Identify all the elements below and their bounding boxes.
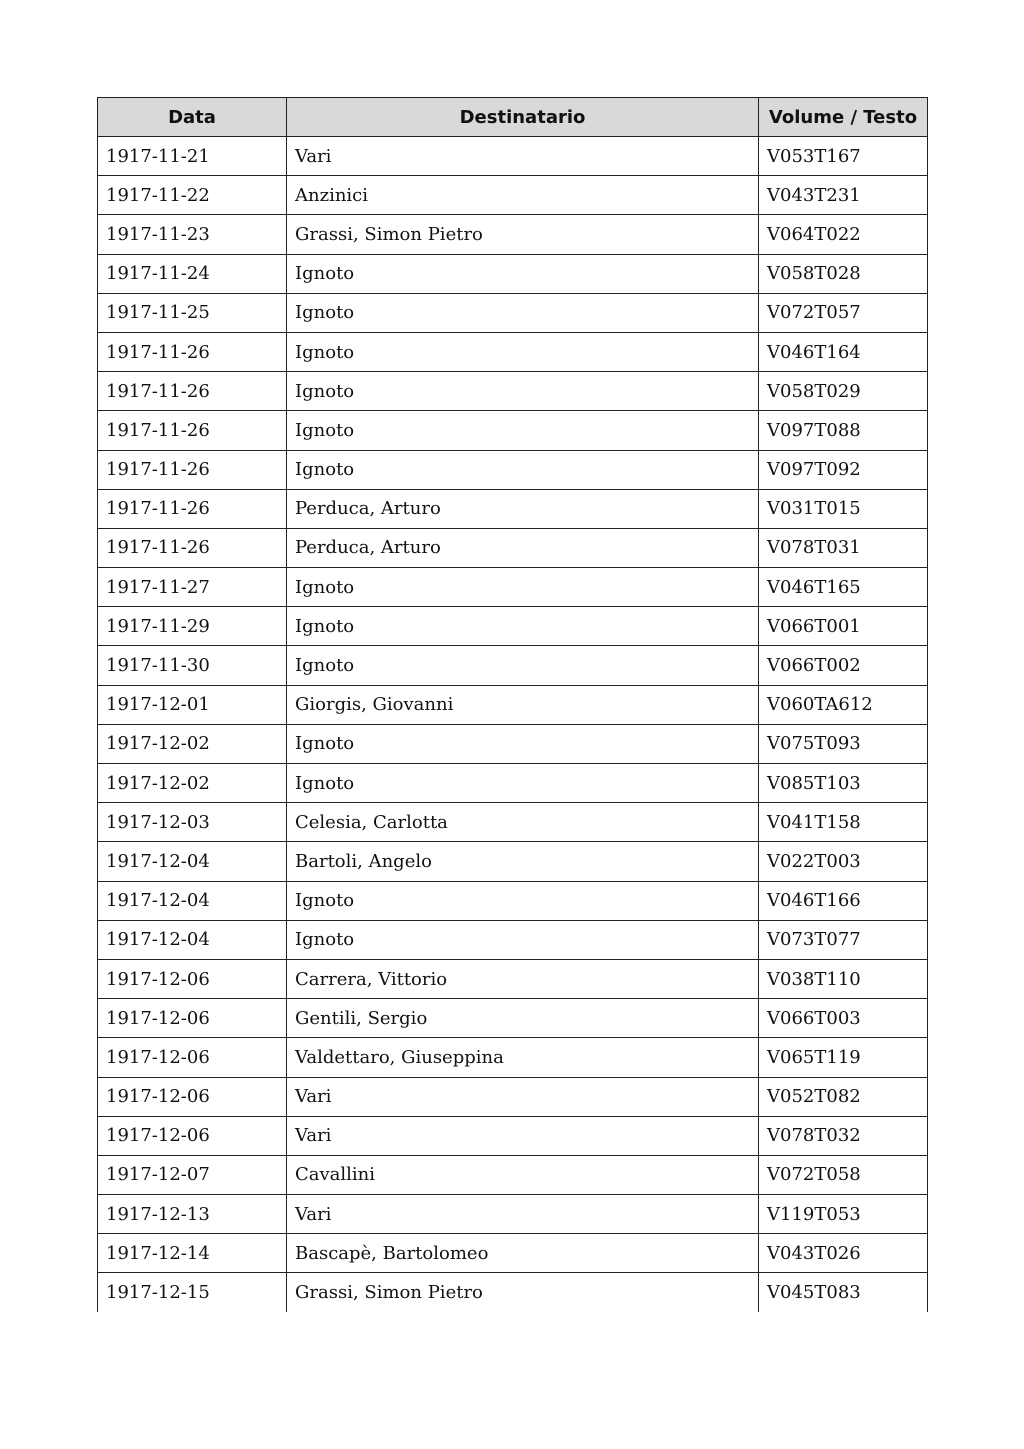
cell-volume: V066T003 [759,999,928,1038]
cell-recipient: Ignoto [287,450,759,489]
table-row [98,1234,928,1273]
cell-recipient: Perduca, Arturo [287,489,759,528]
cell-volume: V085T103 [759,764,928,803]
cell-volume: V078T032 [759,1116,928,1155]
cell-volume: V072T057 [759,293,928,332]
cell-date: 1917-12-02 [98,724,287,763]
cell-date: 1917-12-04 [98,881,287,920]
cell-volume: V064T022 [759,215,928,254]
cell-recipient: Perduca, Arturo [287,528,759,567]
cell-recipient: Vari [287,1116,759,1155]
column-header-volume: Volume / Testo [759,98,928,137]
cell-volume: V046T166 [759,881,928,920]
cell-volume: V097T088 [759,411,928,450]
cell-recipient: Ignoto [287,411,759,450]
table-row [98,137,928,176]
cell-volume: V073T077 [759,920,928,959]
cell-recipient: Bartoli, Angelo [287,842,759,881]
table-row [98,607,928,646]
table-row [98,372,928,411]
cell-date: 1917-11-27 [98,568,287,607]
cell-volume: V066T002 [759,646,928,685]
table-row [98,959,928,998]
cell-recipient: Cavallini [287,1155,759,1194]
cell-date: 1917-11-21 [98,137,287,176]
table-row [98,489,928,528]
cell-volume: V022T003 [759,842,928,881]
cell-recipient: Vari [287,137,759,176]
table-row [98,1195,928,1234]
table-row [98,1155,928,1194]
cell-volume: V058T028 [759,254,928,293]
table-row [98,999,928,1038]
cell-date: 1917-12-02 [98,764,287,803]
table-row [98,450,928,489]
cell-recipient: Gentili, Sergio [287,999,759,1038]
cell-date: 1917-12-06 [98,1116,287,1155]
table-row [98,568,928,607]
column-header-recipient: Destinatario [287,98,759,137]
cell-volume: V043T231 [759,176,928,215]
cell-date: 1917-11-29 [98,607,287,646]
cell-recipient: Ignoto [287,764,759,803]
table-row [98,254,928,293]
table-row [98,1273,928,1312]
table-row [98,176,928,215]
cell-date: 1917-12-06 [98,1038,287,1077]
cell-date: 1917-12-03 [98,803,287,842]
cell-date: 1917-11-24 [98,254,287,293]
cell-recipient: Ignoto [287,254,759,293]
cell-volume: V058T029 [759,372,928,411]
cell-recipient: Ignoto [287,607,759,646]
cell-recipient: Vari [287,1195,759,1234]
cell-volume: V045T083 [759,1273,928,1312]
cell-recipient: Giorgis, Giovanni [287,685,759,724]
table-row [98,1116,928,1155]
cell-volume: V043T026 [759,1234,928,1273]
cell-date: 1917-12-04 [98,920,287,959]
cell-recipient: Ignoto [287,724,759,763]
cell-volume: V031T015 [759,489,928,528]
cell-volume: V097T092 [759,450,928,489]
column-header-date: Data [98,98,287,137]
header-row [98,98,928,137]
table-row [98,724,928,763]
table-row [98,842,928,881]
cell-date: 1917-11-26 [98,332,287,371]
cell-date: 1917-11-26 [98,528,287,567]
cell-recipient: Grassi, Simon Pietro [287,215,759,254]
cell-date: 1917-11-26 [98,372,287,411]
cell-date: 1917-12-06 [98,1077,287,1116]
cell-volume: V078T031 [759,528,928,567]
cell-recipient: Ignoto [287,881,759,920]
letters-table [97,97,928,1312]
table-row [98,881,928,920]
cell-date: 1917-12-06 [98,999,287,1038]
cell-recipient: Valdettaro, Giuseppina [287,1038,759,1077]
cell-volume: V038T110 [759,959,928,998]
cell-date: 1917-11-26 [98,450,287,489]
cell-recipient: Ignoto [287,646,759,685]
cell-recipient: Carrera, Vittorio [287,959,759,998]
cell-recipient: Celesia, Carlotta [287,803,759,842]
cell-date: 1917-12-01 [98,685,287,724]
cell-recipient: Ignoto [287,293,759,332]
table-header [98,98,928,137]
table-row [98,646,928,685]
cell-date: 1917-12-14 [98,1234,287,1273]
cell-date: 1917-11-25 [98,293,287,332]
cell-recipient: Vari [287,1077,759,1116]
cell-volume: V066T001 [759,607,928,646]
table-row [98,803,928,842]
cell-volume: V046T164 [759,332,928,371]
table-row [98,528,928,567]
table-row [98,685,928,724]
table-body [98,137,928,1313]
table-row [98,411,928,450]
table-row [98,215,928,254]
cell-volume: V052T082 [759,1077,928,1116]
cell-recipient: Anzinici [287,176,759,215]
cell-volume: V072T058 [759,1155,928,1194]
cell-volume: V065T119 [759,1038,928,1077]
table-row [98,764,928,803]
cell-date: 1917-12-07 [98,1155,287,1194]
cell-volume: V060TA612 [759,685,928,724]
table-row [98,293,928,332]
cell-date: 1917-11-23 [98,215,287,254]
cell-date: 1917-12-13 [98,1195,287,1234]
cell-volume: V041T158 [759,803,928,842]
cell-volume: V046T165 [759,568,928,607]
cell-date: 1917-11-22 [98,176,287,215]
cell-volume: V075T093 [759,724,928,763]
cell-recipient: Ignoto [287,568,759,607]
cell-date: 1917-12-06 [98,959,287,998]
table-row [98,332,928,371]
cell-recipient: Ignoto [287,920,759,959]
cell-recipient: Ignoto [287,332,759,371]
document-page [97,97,927,1312]
cell-volume: V119T053 [759,1195,928,1234]
cell-recipient: Bascapè, Bartolomeo [287,1234,759,1273]
table-row [98,1038,928,1077]
cell-volume: V053T167 [759,137,928,176]
cell-date: 1917-12-15 [98,1273,287,1312]
cell-recipient: Grassi, Simon Pietro [287,1273,759,1312]
cell-date: 1917-11-26 [98,489,287,528]
cell-date: 1917-11-30 [98,646,287,685]
cell-date: 1917-12-04 [98,842,287,881]
table-row [98,1077,928,1116]
table-row [98,920,928,959]
cell-date: 1917-11-26 [98,411,287,450]
cell-recipient: Ignoto [287,372,759,411]
